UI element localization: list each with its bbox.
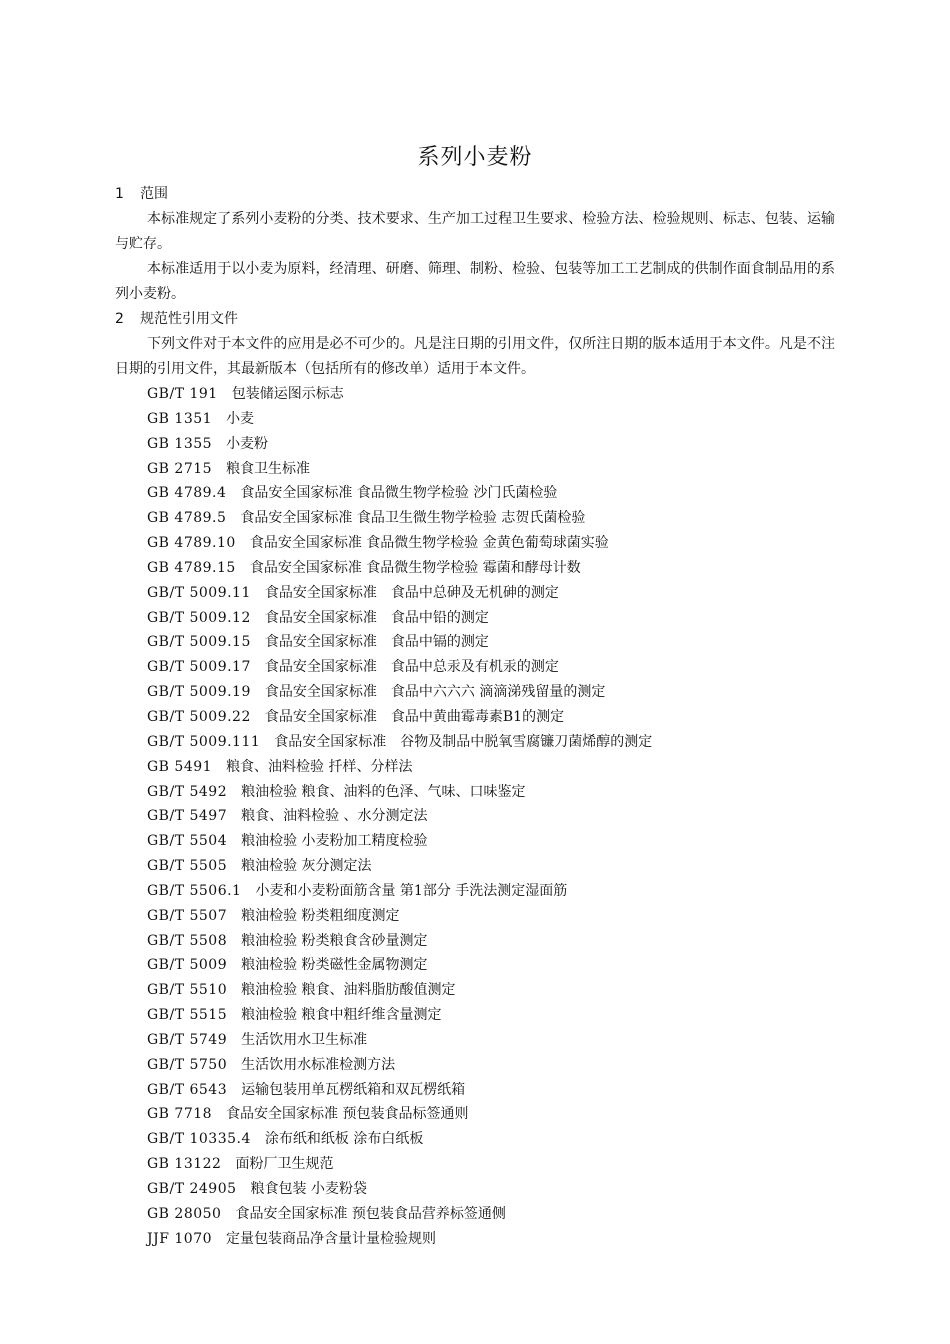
- reference-item: [115, 879, 835, 904]
- reference-title: 面粉厂卫生规范: [235, 1156, 334, 1173]
- reference-title: 粮油检验 粉类磁性金属物测定: [241, 957, 428, 974]
- section-number: 1: [115, 186, 124, 202]
- reference-item: [115, 581, 835, 606]
- reference-item: [115, 556, 835, 581]
- reference-title: 生活饮用水标准检测方法: [241, 1056, 396, 1073]
- reference-code: GB/T 5510: [147, 982, 228, 999]
- reference-code: GB/T 5009.12: [147, 609, 251, 626]
- reference-code: GB/T 5508: [147, 932, 228, 949]
- reference-item: [115, 655, 835, 680]
- reference-code: GB/T 24905: [147, 1181, 237, 1197]
- reference-item: [115, 1127, 835, 1152]
- section-title: 规范性引用文件: [140, 311, 238, 327]
- reference-item: [115, 432, 835, 457]
- reference-item: [115, 854, 835, 879]
- reference-title: 食品安全国家标准 食品卫生微生物学检验 志贺氏菌检验: [240, 510, 586, 527]
- paragraph: 下列文件对于本文件的应用是必不可少的。凡是注日期的引用文件，仅所注日期的版本适用于本文件。凡是不注日期的引用文件，其最新版本（包括所有的修改单）适用于本文件。: [115, 336, 835, 377]
- section-number: 2: [115, 311, 124, 327]
- reference-code: GB 4789.5: [147, 510, 227, 527]
- reference-title: 粮油检验 粮食、油料脂肪酸值测定: [241, 982, 456, 999]
- reference-item: [115, 904, 835, 929]
- reference-code: GB/T 5009.15: [147, 634, 251, 651]
- reference-title: 小麦和小麦粉面筋含量 第1部分 手洗法测定湿面筋: [255, 882, 568, 899]
- reference-code: GB/T 5506.1: [147, 882, 242, 899]
- reference-item: [115, 1102, 835, 1127]
- document-body: [115, 182, 835, 1252]
- reference-title: 食品安全国家标准 食品微生物学检验 金黄色葡萄球菌实验: [249, 535, 609, 552]
- reference-code: GB/T 191: [147, 386, 218, 402]
- reference-code: GB/T 5009.22: [147, 708, 251, 725]
- reference-item: [115, 978, 835, 1003]
- reference-title: 食品安全国家标准 食品中铅的测定: [264, 609, 489, 626]
- reference-code: GB 1355: [147, 435, 213, 452]
- reference-code: GB 2715: [147, 460, 213, 477]
- reference-title: 粮食卫生标准: [226, 460, 311, 477]
- reference-item: [115, 730, 835, 755]
- reference-title: 食品安全国家标准 食品中总砷及无机砷的测定: [264, 584, 559, 601]
- reference-code: GB/T 5492: [147, 783, 228, 800]
- reference-title: 粮油检验 灰分测定法: [241, 858, 372, 875]
- reference-code: GB/T 5497: [147, 808, 228, 825]
- reference-title: 粮油检验 小麦粉加工精度检验: [241, 833, 428, 850]
- reference-item: [115, 1028, 835, 1053]
- reference-code: GB/T 5515: [147, 1007, 228, 1024]
- reference-code: GB/T 10335.4: [147, 1131, 251, 1148]
- paragraph: 本标准规定了系列小麦粉的分类、技术要求、生产加工过程卫生要求、检验方法、检验规则、标志、包装、运输与贮存。: [115, 211, 835, 252]
- reference-item: [115, 1152, 835, 1177]
- paragraph: 本标准适用于以小麦为原料，经清理、研磨、筛理、制粉、检验、包装等加工工艺制成的供制作面食制品用的系列小麦粉。: [115, 261, 835, 302]
- reference-item: [115, 953, 835, 978]
- reference-item: [115, 457, 835, 482]
- reference-code: GB 13122: [147, 1156, 222, 1173]
- section-heading: [115, 182, 835, 207]
- reference-item: [115, 606, 835, 631]
- reference-item: [115, 382, 835, 407]
- reference-code: GB 7718: [147, 1106, 213, 1123]
- reference-item: [115, 531, 835, 556]
- reference-title: 粮油检验 粉类粗细度测定: [241, 907, 400, 924]
- reference-code: GB/T 5009.111: [147, 733, 261, 750]
- reference-title: 粮油检验 粉类粮食含砂量测定: [241, 932, 428, 949]
- reference-title: 食品安全国家标准 食品中六六六 滴滴涕残留量的测定: [264, 684, 606, 701]
- reference-title: 粮食、油料检验 、水分测定法: [241, 808, 428, 825]
- reference-title: 粮食、油料检验 扦样、分样法: [226, 758, 413, 775]
- reference-title: 小麦: [226, 410, 255, 427]
- reference-code: GB/T 5504: [147, 833, 228, 850]
- reference-item: [115, 829, 835, 854]
- reference-title: 运输包装用单瓦楞纸箱和双瓦楞纸箱: [241, 1081, 466, 1098]
- reference-item: [115, 1078, 835, 1103]
- reference-item: [115, 929, 835, 954]
- reference-code: GB/T 5009.19: [147, 684, 251, 701]
- reference-title: 食品安全国家标准 食品中黄曲霉毒素B1的测定: [264, 708, 565, 725]
- reference-code: GB 4789.10: [147, 535, 236, 552]
- reference-title: 食品安全国家标准 预包装食品标签通则: [226, 1106, 469, 1123]
- section-scope: [115, 182, 835, 307]
- reference-item: [115, 804, 835, 829]
- reference-item: [115, 407, 835, 432]
- reference-item: [115, 1053, 835, 1078]
- reference-code: GB 4789.4: [147, 485, 227, 502]
- reference-code: GB 28050: [147, 1205, 222, 1222]
- reference-code: GB/T 5507: [147, 907, 228, 924]
- reference-code: GB/T 6543: [147, 1081, 228, 1098]
- reference-list: [115, 382, 835, 1252]
- reference-title: 食品安全国家标准 谷物及制品中脱氧雪腐镰刀菌烯醇的测定: [274, 733, 653, 750]
- reference-title: 食品安全国家标准 食品中镉的测定: [264, 634, 489, 651]
- reference-item: [115, 630, 835, 655]
- reference-title: 粮食包装 小麦粉袋: [250, 1181, 367, 1197]
- section-normative-references: [115, 307, 835, 1252]
- reference-item: [115, 680, 835, 705]
- reference-title: 粮油检验 粮食、油料的色泽、气味、口味鉴定: [241, 783, 526, 800]
- reference-code: GB/T 5505: [147, 858, 228, 875]
- document-title: 系列小麦粉: [417, 145, 533, 170]
- reference-title: 粮油检验 粮食中粗纤维含量测定: [241, 1007, 442, 1024]
- reference-title: 食品安全国家标准 食品中总汞及有机汞的测定: [264, 659, 559, 676]
- reference-title: 生活饮用水卫生标准: [241, 1031, 368, 1048]
- reference-title: 食品安全国家标准 预包装食品营养标签通侧: [235, 1205, 506, 1222]
- reference-code: GB/T 5009.17: [147, 659, 251, 676]
- reference-item: [115, 1227, 835, 1252]
- reference-item: [115, 780, 835, 805]
- reference-item: [115, 1202, 835, 1227]
- reference-code: JJF 1070: [147, 1230, 213, 1247]
- section-heading: [115, 307, 835, 332]
- reference-code: GB/T 5749: [147, 1031, 228, 1048]
- reference-code: GB/T 5009.11: [147, 584, 251, 601]
- reference-item: [115, 1177, 835, 1202]
- reference-title: 小麦粉: [226, 435, 269, 452]
- reference-item: [115, 481, 835, 506]
- reference-title: 定量包装商品净含量计量检验规则: [226, 1230, 437, 1247]
- reference-code: GB 5491: [147, 758, 213, 775]
- reference-title: 食品安全国家标准 食品微生物学检验 霉菌和酵母计数: [249, 559, 581, 576]
- reference-item: [115, 705, 835, 730]
- reference-code: GB/T 5750: [147, 1056, 228, 1073]
- reference-code: GB 1351: [147, 410, 213, 427]
- reference-title: 包装储运图示标志: [231, 386, 344, 402]
- section-title: 范围: [140, 186, 168, 202]
- reference-item: [115, 506, 835, 531]
- reference-code: GB 4789.15: [147, 559, 236, 576]
- reference-title: 涂布纸和纸板 涂布白纸板: [264, 1131, 424, 1148]
- reference-item: [115, 1003, 835, 1028]
- reference-code: GB/T 5009: [147, 957, 228, 974]
- reference-item: [115, 755, 835, 780]
- reference-title: 食品安全国家标准 食品微生物学检验 沙门氏菌检验: [240, 485, 558, 502]
